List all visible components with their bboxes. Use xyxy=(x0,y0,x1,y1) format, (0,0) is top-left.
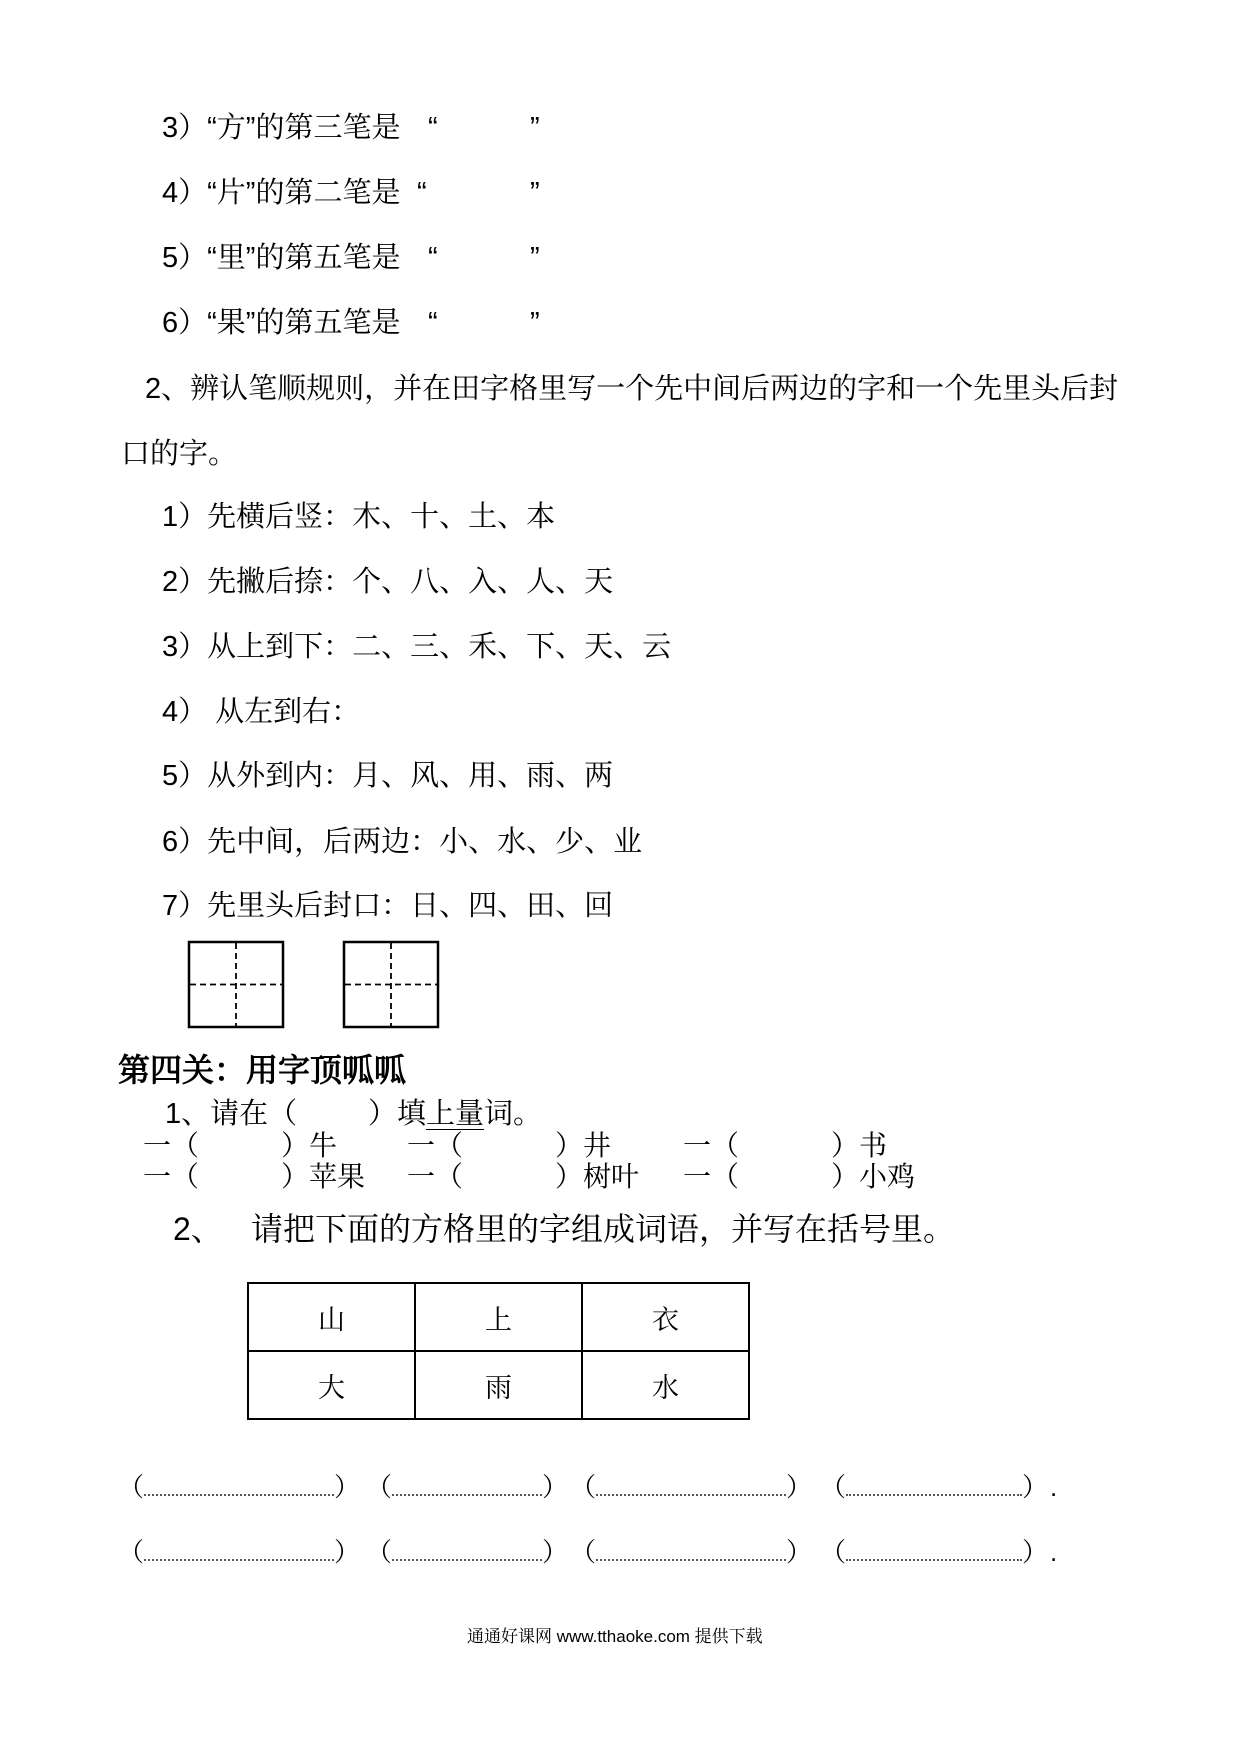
dotted-answer-line xyxy=(144,1541,334,1561)
measure-word-prompt xyxy=(0,1097,1240,1131)
answer-open-quote: “ xyxy=(428,242,438,274)
table-cell: 上 xyxy=(415,1283,582,1351)
stroke-question-label: 3）“方”的第三笔是 xyxy=(162,112,401,144)
open-bracket: （ xyxy=(366,1472,393,1502)
stroke-rule-item: 1）先横后竖：木、十、土、本 xyxy=(162,501,556,533)
stroke-rule-item: 2）先撇后捺：个、八、入、人、天 xyxy=(162,566,614,598)
measure-word-row xyxy=(0,1131,1240,1161)
open-bracket: （ xyxy=(570,1537,597,1567)
measure-word-noun: ）树叶 xyxy=(555,1161,640,1192)
measure-word-open: 一（ xyxy=(683,1161,740,1192)
measure-word-noun: ）苹果 xyxy=(281,1161,366,1192)
measure-word-noun: ）书 xyxy=(831,1130,888,1161)
dotted-answer-line xyxy=(392,1476,542,1496)
page-footer: 通通好课网 www.tthaoke.com 提供下载 xyxy=(467,1627,763,1646)
measure-word-open: 一（ xyxy=(407,1161,464,1192)
word-formation-text: 请把下面的方格里的字组成词语，并写在括号里。 xyxy=(251,1211,956,1247)
answer-close-quote: ” xyxy=(530,177,540,209)
answer-bracket xyxy=(820,1470,1048,1504)
table-cell: 衣 xyxy=(582,1283,749,1351)
answer-bracket xyxy=(366,1470,568,1504)
open-bracket: （ xyxy=(820,1472,847,1502)
table-cell: 水 xyxy=(582,1351,749,1419)
table-cell: 山 xyxy=(248,1283,415,1351)
stroke-rule-item: 4） 从左到右： xyxy=(162,696,361,728)
close-bracket: ） xyxy=(786,1472,813,1502)
stroke-question-label: 5）“里”的第五笔是 xyxy=(162,242,401,274)
answer-bracket xyxy=(570,1535,812,1569)
dotted-answer-line xyxy=(846,1476,1022,1496)
row-end-mark: . xyxy=(1050,1472,1058,1502)
stroke-rule-item: 3）从上到下：二、三、禾、下、天、云 xyxy=(162,631,672,663)
stroke-question xyxy=(0,175,1240,211)
measure-word-open: 一（ xyxy=(143,1130,200,1161)
answer-close-quote: ” xyxy=(530,307,540,339)
character-table xyxy=(247,1282,750,1420)
stroke-question xyxy=(0,305,1240,341)
table-cell: 大 xyxy=(248,1351,415,1419)
table-row xyxy=(248,1283,749,1351)
stroke-question xyxy=(0,240,1240,276)
close-bracket: ） xyxy=(334,1537,361,1567)
question-2-prompt-line-1: 2、辨认笔顺规则，并在田字格里写一个先中间后两边的字和一个先里头后封 xyxy=(145,373,1119,405)
row-end-mark: . xyxy=(1050,1537,1058,1567)
measure-word-noun: ）牛 xyxy=(281,1130,338,1161)
close-bracket: ） xyxy=(1022,1472,1049,1502)
answer-bracket xyxy=(570,1470,812,1504)
measure-word-noun: ）小鸡 xyxy=(831,1161,916,1192)
measure-word-open: 一（ xyxy=(143,1161,200,1192)
open-bracket: （ xyxy=(118,1537,145,1567)
dotted-answer-line xyxy=(596,1476,786,1496)
question-2-prompt-line-2: 口的字。 xyxy=(121,438,238,470)
close-bracket: ） xyxy=(542,1472,569,1502)
stroke-question-label: 6）“果”的第五笔是 xyxy=(162,307,401,339)
answer-bracket-row xyxy=(0,1470,1240,1504)
measure-word-open: 一（ xyxy=(683,1130,740,1161)
answer-open-quote: “ xyxy=(428,307,438,339)
open-bracket: （ xyxy=(820,1537,847,1567)
stroke-rule-item: 5）从外到内：月、风、用、雨、两 xyxy=(162,760,614,792)
answer-bracket xyxy=(118,1470,360,1504)
section-title xyxy=(118,1050,406,1090)
open-bracket: （ xyxy=(366,1537,393,1567)
word-formation-number: 2、 xyxy=(173,1211,223,1247)
dotted-answer-line xyxy=(596,1541,786,1561)
stroke-question-label: 4）“片”的第二笔是 xyxy=(162,177,401,209)
close-bracket: ） xyxy=(1022,1537,1049,1567)
dotted-answer-line xyxy=(846,1541,1022,1561)
stroke-question xyxy=(0,110,1240,146)
section-title-main: 用字顶呱呱 xyxy=(246,1052,407,1088)
answer-open-quote: “ xyxy=(428,112,438,144)
stroke-rule-item: 7）先里头后封口：日、四、田、回 xyxy=(162,890,614,922)
tian-zi-ge-grid xyxy=(187,940,285,1029)
open-bracket: （ xyxy=(570,1472,597,1502)
close-bracket: ） xyxy=(334,1472,361,1502)
stroke-rule-item: 6）先中间，后两边：小、水、少、业 xyxy=(162,826,643,858)
dotted-answer-line xyxy=(392,1541,542,1561)
tian-zi-ge-grid xyxy=(342,940,440,1029)
word-formation-prompt xyxy=(0,1209,1240,1249)
measure-word-row xyxy=(0,1162,1240,1192)
answer-bracket xyxy=(366,1535,568,1569)
measure-word-noun: ）井 xyxy=(555,1130,612,1161)
open-bracket: （ xyxy=(118,1472,145,1502)
measure-word-prompt-suffix: ）填上量词。 xyxy=(368,1098,543,1130)
answer-close-quote: ” xyxy=(530,242,540,274)
table-row xyxy=(248,1351,749,1419)
answer-open-quote: “ xyxy=(417,177,427,209)
answer-bracket xyxy=(118,1535,360,1569)
close-bracket: ） xyxy=(786,1537,813,1567)
answer-bracket xyxy=(820,1535,1048,1569)
answer-close-quote: ” xyxy=(530,112,540,144)
dotted-answer-line xyxy=(144,1476,334,1496)
measure-word-open: 一（ xyxy=(407,1130,464,1161)
table-cell: 雨 xyxy=(415,1351,582,1419)
close-bracket: ） xyxy=(542,1537,569,1567)
answer-bracket-row xyxy=(0,1535,1240,1569)
section-title-prefix: 第四关： xyxy=(118,1052,247,1088)
measure-word-prompt-prefix: 1、请在（ xyxy=(165,1098,298,1130)
